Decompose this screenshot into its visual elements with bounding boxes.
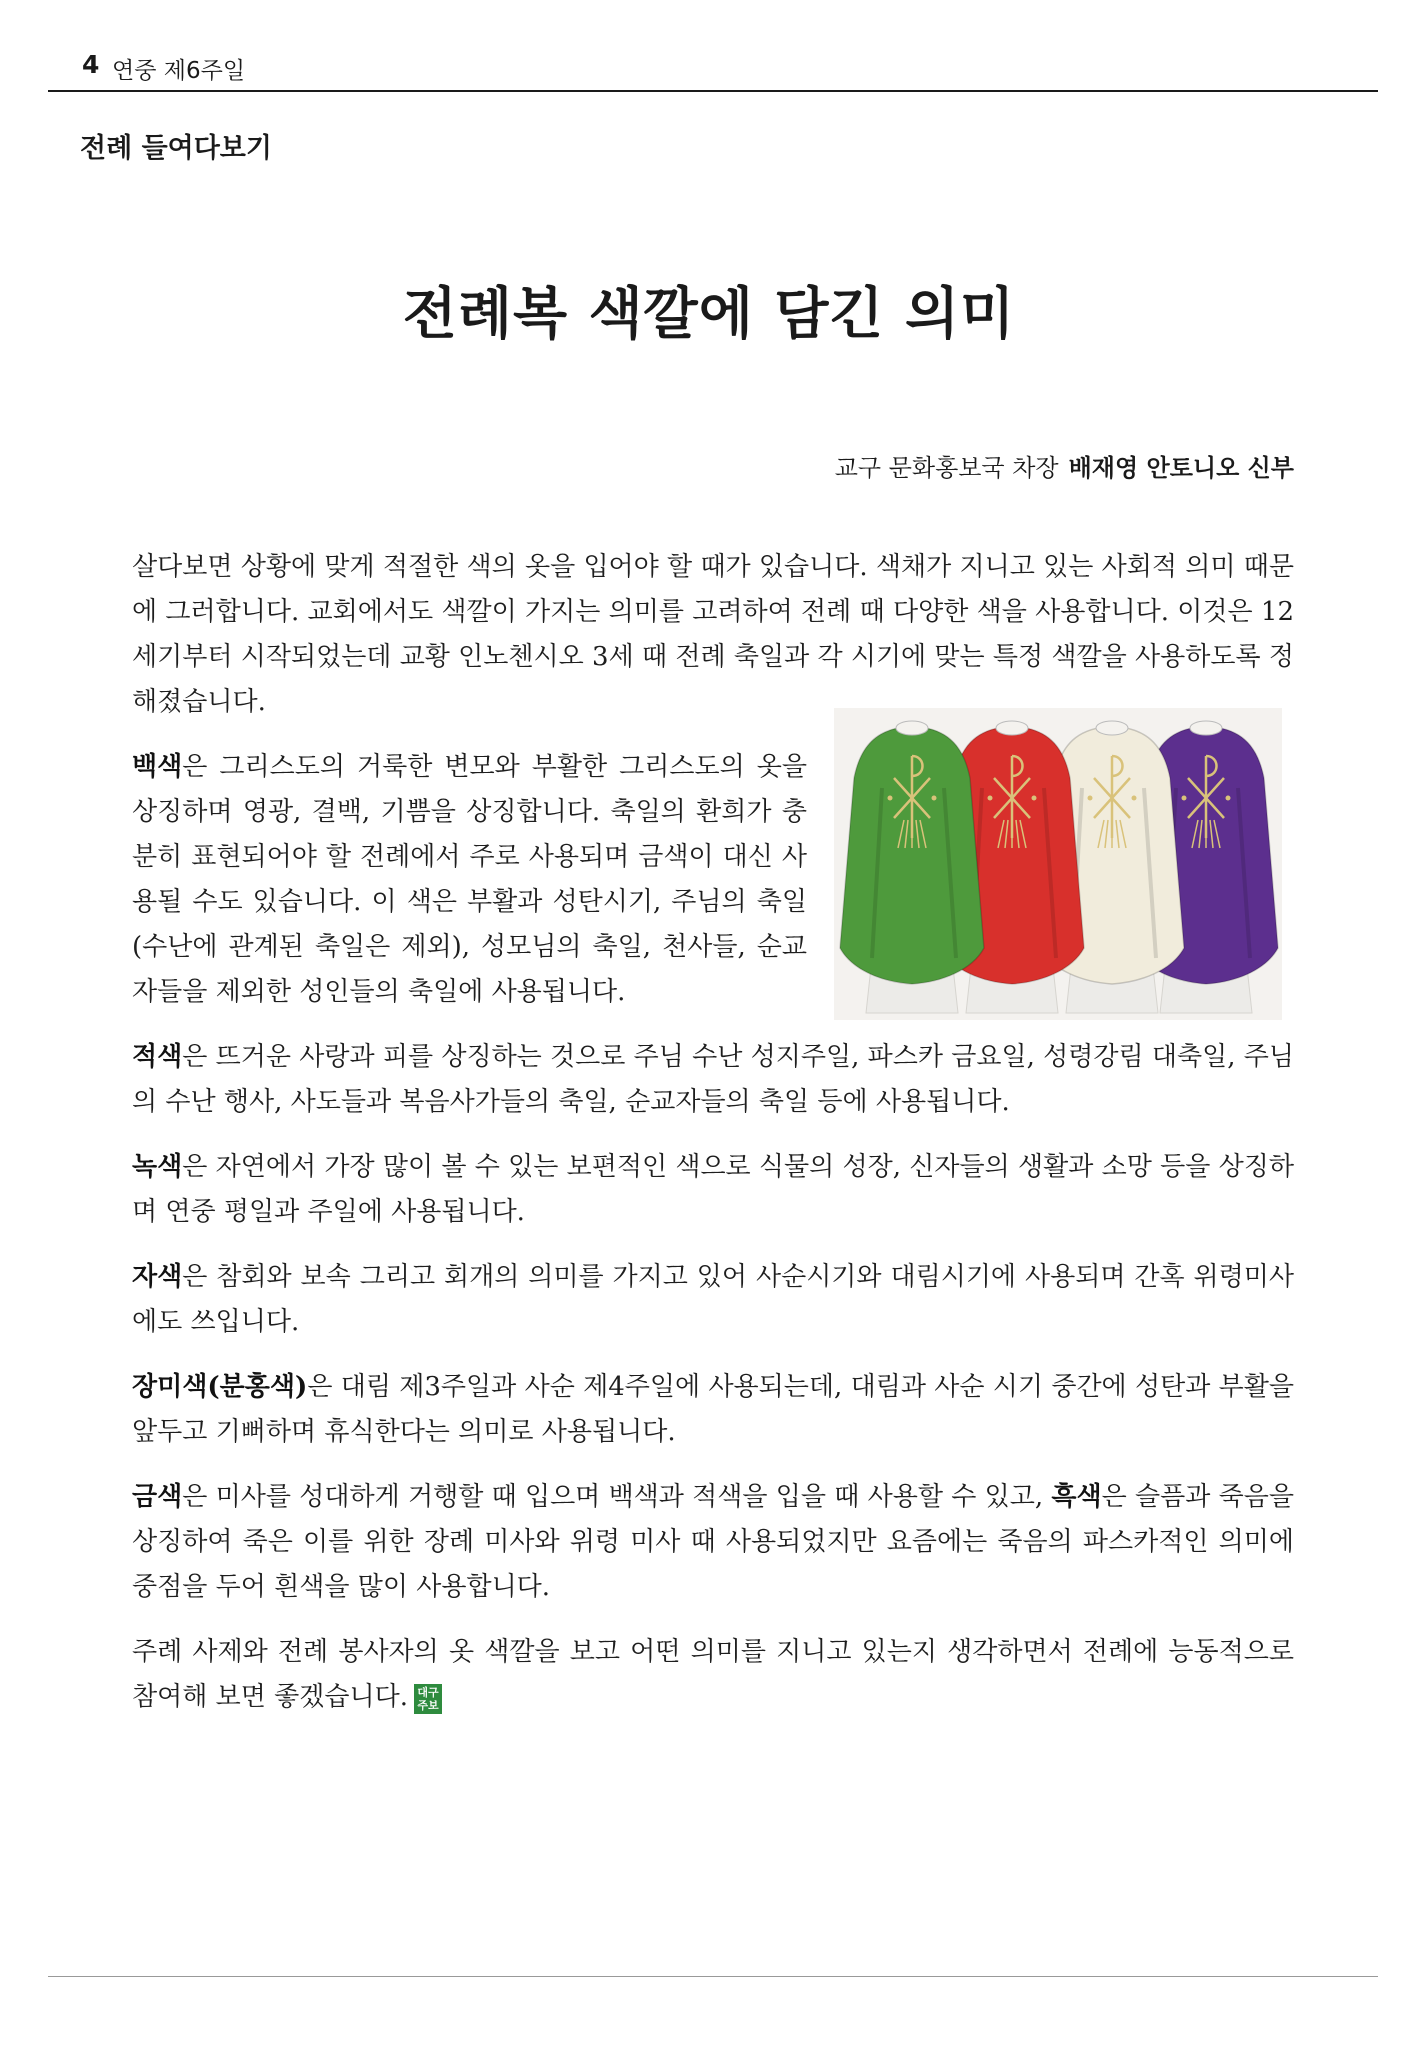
term-violet: 자색	[132, 1262, 183, 1292]
article-body	[132, 545, 1294, 1740]
rose-paragraph	[132, 1365, 1294, 1455]
footer-rule	[48, 1976, 1378, 1977]
violet-paragraph	[132, 1255, 1294, 1345]
term-white: 백색	[132, 752, 183, 782]
page-number: 4	[82, 50, 100, 79]
gold-text: 은 미사를 성대하게 거행할 때 입으며 백색과 적색을 입을 때 사용할 수 있고,	[182, 1482, 1052, 1512]
author-name: 배재영 안토니오 신부	[1068, 454, 1294, 482]
term-gold: 금색	[132, 1482, 183, 1512]
page-header	[48, 44, 1378, 92]
closing-paragraph	[132, 1630, 1294, 1720]
term-red: 적색	[132, 1042, 183, 1072]
black-text: 은 슬픔과 죽음을 상징하여 죽은 이를 위한 장례 미사와 위령 미사 때 사용되었지만 요즘에는 죽음의 파스카적인 의미에 중점을 두어 흰색을 많이 사용합니다.	[132, 1482, 1294, 1602]
white-text: 은 그리스도의 거룩한 변모와 부활한 그리스도의 옷을 상징하며 영광, 결백, 기쁨을 상징합니다. 축일의 환희가 충분히 표현되어야 할 전례에서 주로 사용되며 금색이 대신 사용될 수도 있습니다. 이 색은 부활과 성탄시기, 주님의 축일(수난에 관계된 축일은 제외), 성모님의 축일, 천사들, 순교자들을 제외한 성인들의 축일에 사용됩니다.	[132, 752, 807, 1007]
red-paragraph	[132, 1035, 1294, 1125]
end-stamp: 대구주보	[414, 1684, 442, 1714]
page-section-title: 연중 제6주일	[112, 58, 246, 84]
rose-text: 은 대림 제3주일과 사순 제4주일에 사용되는데, 대림과 사순 시기 중간에 성탄과 부활을 앞두고 기뻐하며 휴식한다는 의미로 사용됩니다.	[132, 1372, 1294, 1447]
term-black: 흑색	[1051, 1482, 1102, 1512]
author-role: 교구 문화홍보국 차장	[834, 454, 1059, 482]
green-paragraph	[132, 1145, 1294, 1235]
term-green: 녹색	[132, 1152, 183, 1182]
closing-text: 주례 사제와 전례 봉사자의 옷 색깔을 보고 어떤 의미를 지니고 있는지 생각하면서 전례에 능동적으로 참여해 보면 좋겠습니다.	[132, 1637, 1294, 1712]
term-rose: 장미색(분홍색)	[132, 1372, 308, 1402]
violet-text: 은 참회와 보속 그리고 회개의 의미를 가지고 있어 사순시기와 대림시기에 사용되며 간혹 위령미사에도 쓰입니다.	[132, 1262, 1294, 1337]
intro-paragraph: 살다보면 상황에 맞게 적절한 색의 옷을 입어야 할 때가 있습니다. 색채가 지니고 있는 사회적 의미 때문에 그러합니다. 교회에서도 색깔이 가지는 의미를 고려하여 전례 때 다양한 색을 사용합니다. 이것은 12세기부터 시작되었는데 교황 인노첸시오 3세 때 전례 축일과 각 시기에 맞는 특정 색깔을 사용하도록 정해졌습니다.	[132, 552, 1295, 717]
white-paragraph	[132, 745, 807, 1015]
column-title: 전례 들여다보기	[80, 133, 272, 164]
red-text: 은 뜨거운 사랑과 피를 상징하는 것으로 주님 수난 성지주일, 파스카 금요일, 성령강림 대축일, 주님의 수난 행사, 사도들과 복음사가들의 축일, 순교자들의 축일 등에 사용됩니다.	[132, 1042, 1294, 1117]
author-byline	[835, 448, 1294, 483]
green-text: 은 자연에서 가장 많이 볼 수 있는 보편적인 색으로 식물의 성장, 신자들의 생활과 소망 등을 상징하며 연중 평일과 주일에 사용됩니다.	[132, 1152, 1294, 1227]
article-title: 전례복 색깔에 담긴 의미	[402, 281, 1016, 347]
gold-black-paragraph	[132, 1475, 1294, 1610]
